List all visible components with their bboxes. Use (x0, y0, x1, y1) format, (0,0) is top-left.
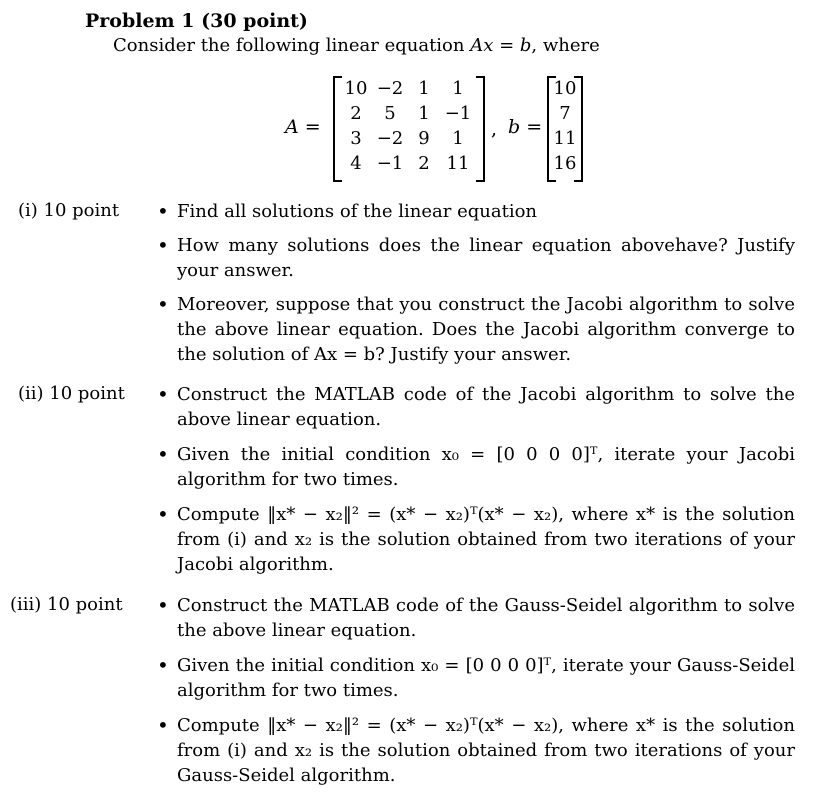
matrix-a-cell: −1 (444, 103, 472, 124)
part-1-bullet-3-text: Moreover, suppose that you construct the Jacobi algorithm to solve the above linear equation. Does the Jacobi algorithm converge to the solution of Ax = b? Justify your answer. (177, 294, 795, 365)
part-3-bullet-1: • Construct the MATLAB code of the Gauss-Seidel algorithm to solve the above linear equation. (155, 593, 795, 643)
intro-text: Consider the following linear equation (113, 35, 465, 56)
part-3-bullet-3: • Compute ‖x* − x₂‖² = (x* − x₂)ᵀ(x* − x₂), where x* is the solution from (i) and x₂ is the solution obtained from two iterations of your Gauss-Seidel algorithm. (155, 713, 795, 788)
matrix-a-label: A = (285, 116, 321, 138)
part-2-bullet-1: • Construct the MATLAB code of the Jacobi algorithm to solve the above linear equation. (155, 382, 795, 432)
problem-title: Problem 1 (30 point) (85, 10, 308, 32)
vector-b-cell: 7 (559, 103, 571, 124)
matrix-a-cell: 9 (418, 128, 430, 149)
matrix-a-cell: 1 (452, 78, 464, 99)
part-1-label: (i) 10 point (18, 200, 120, 221)
part-3-label: (iii) 10 point (10, 594, 123, 615)
part-1-bullet-1: • Find all solutions of the linear equation (155, 199, 795, 224)
vector-b-cell: 11 (553, 128, 577, 149)
part-2-bullet-2: • Given the initial condition x₀ = [0 0 0 0]ᵀ, iterate your Jacobi algorithm for two times. (155, 442, 795, 492)
part-3-bullets (155, 593, 795, 788)
matrix-a-cell: 3 (350, 128, 362, 149)
intro-suffix: , where (531, 35, 600, 56)
part-1-bullet-3 (155, 292, 795, 367)
matrix-a-cell: 5 (384, 103, 396, 124)
part-2-label: (ii) 10 point (18, 383, 125, 404)
matrix-a-cell: 2 (350, 103, 362, 124)
matrix-a-cell: 11 (446, 153, 470, 174)
vector-b (547, 76, 583, 180)
matrix-a-cell: 2 (418, 153, 430, 174)
vector-b-label: b = (508, 116, 543, 138)
vector-b-cell: 16 (553, 153, 577, 174)
part-1-bullets (155, 199, 795, 367)
matrix-a-cell: 1 (452, 128, 464, 149)
vector-b-cell: 10 (553, 78, 577, 99)
matrix-a-cell: 4 (350, 153, 362, 174)
part-2-bullets (155, 382, 795, 577)
matrix-a-cell: 1 (418, 103, 430, 124)
matrix-a-cell: −1 (376, 153, 404, 174)
matrix-separator: , (491, 118, 498, 140)
part-3-bullet-2: • Given the initial condition x₀ = [0 0 0 0]ᵀ, iterate your Gauss-Seidel algorithm for two times. (155, 653, 795, 703)
matrix-a (333, 76, 485, 180)
intro-equation: Ax = b (470, 35, 532, 56)
matrix-a-cell: 10 (344, 78, 368, 99)
matrix-a-cell: 1 (418, 78, 430, 99)
part-2-bullet-3: • Compute ‖x* − x₂‖² = (x* − x₂)ᵀ(x* − x₂), where x* is the solution from (i) and x₂ is the solution obtained from two iterations of your Jacobi algorithm. (155, 502, 795, 577)
matrix-a-cell: −2 (376, 128, 404, 149)
matrix-a-cell: −2 (376, 78, 404, 99)
intro-line (113, 35, 600, 56)
part-1-bullet-2: • How many solutions does the linear equation abovehave? Justify your answer. (155, 233, 795, 283)
matrix-a-right-bracket (476, 76, 485, 182)
